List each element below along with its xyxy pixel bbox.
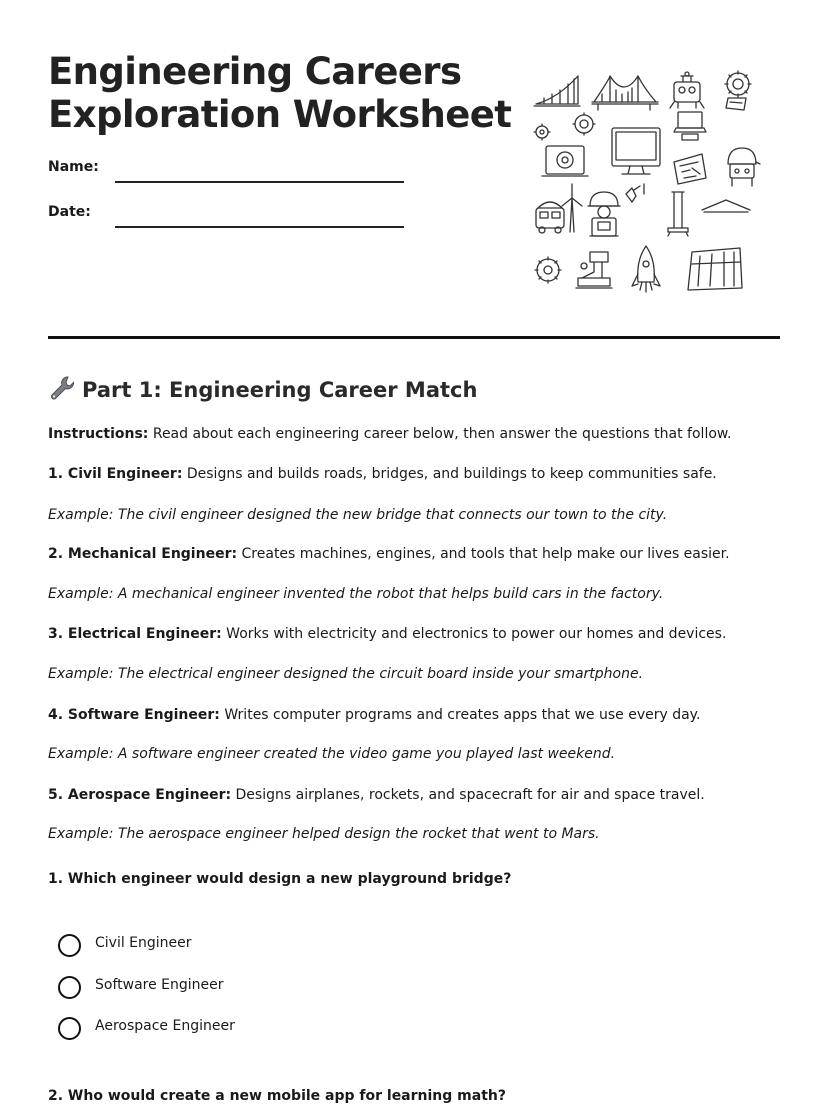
- name-field[interactable]: [48, 155, 408, 185]
- instructions-text: Read about each engineering career below, then answer the questions that follow.: [148, 426, 732, 442]
- career-label: 1. Civil Engineer:: [48, 466, 183, 482]
- career-description: Designs and builds roads, bridges, and buildings to keep communities safe.: [182, 466, 717, 482]
- radio-button[interactable]: [58, 934, 81, 957]
- cog-icon: [535, 257, 561, 283]
- answer-option[interactable]: [58, 1016, 358, 1042]
- question-1: 1. Which engineer would design a new playground bridge?: [48, 871, 512, 887]
- robot-icon: [670, 72, 704, 108]
- engineering-icons-illustration: [532, 68, 762, 296]
- dam-icon: [688, 248, 742, 290]
- answer-option[interactable]: [58, 933, 358, 959]
- instructions-label: Instructions:: [48, 426, 149, 442]
- drone-icon: [668, 192, 688, 236]
- career-description: Writes computer programs and creates apps that we use every day.: [219, 707, 701, 723]
- career-example: Example: A software engineer created the video game you played last weekend.: [48, 746, 616, 762]
- computer-monitor-icon: [612, 128, 660, 174]
- section-divider: [48, 336, 780, 339]
- career-example: Example: The civil engineer designed the new bridge that connects our town to the city.: [48, 507, 668, 523]
- name-input-line[interactable]: [115, 181, 404, 183]
- worksheet-title: [48, 50, 518, 136]
- date-input-line[interactable]: [115, 226, 404, 228]
- date-field[interactable]: [48, 200, 408, 230]
- part1-title-text: Part 1: Engineering Career Match: [82, 378, 478, 402]
- title-line-2: Exploration Worksheet: [48, 93, 512, 136]
- career-label: 3. Electrical Engineer:: [48, 626, 222, 642]
- career-example: Example: A mechanical engineer invented the robot that helps build cars in the factory.: [48, 586, 664, 602]
- career-item: [48, 464, 717, 484]
- blueprint-icon: [674, 154, 706, 184]
- career-example: Example: The aerospace engineer helped design the rocket that went to Mars.: [48, 826, 600, 842]
- date-label: Date:: [48, 204, 91, 220]
- gears-icon: [534, 113, 595, 176]
- career-item: [48, 624, 726, 644]
- career-item: [48, 544, 730, 564]
- crane-icon: [626, 184, 644, 202]
- instructions: [48, 424, 732, 444]
- worksheet-page: [48, 0, 780, 1118]
- career-example: Example: The electrical engineer designed the circuit board inside your smartphone.: [48, 666, 644, 682]
- helmet-robot-icon: [728, 148, 760, 186]
- title-line-1: Engineering Careers: [48, 50, 462, 93]
- wind-turbine-icon: [562, 184, 582, 232]
- bridge-icon: [534, 76, 580, 106]
- radio-button[interactable]: [58, 976, 81, 999]
- wrench-icon: [48, 374, 76, 402]
- answer-option[interactable]: [58, 975, 358, 1001]
- robotic-arm-icon: [576, 252, 612, 288]
- question-2: 2. Who would create a new mobile app for learning math?: [48, 1088, 506, 1104]
- career-description: Works with electricity and electronics to power our homes and devices.: [221, 626, 727, 642]
- radio-button[interactable]: [58, 1017, 81, 1040]
- career-label: 5. Aerospace Engineer:: [48, 787, 232, 803]
- career-item: [48, 785, 705, 805]
- name-label: Name:: [48, 159, 99, 175]
- career-description: Creates machines, engines, and tools that help make our lives easier.: [237, 546, 730, 562]
- part1-title: [48, 374, 477, 402]
- career-label: 4. Software Engineer:: [48, 707, 220, 723]
- engineer-icon: [588, 192, 620, 236]
- answer-option-label[interactable]: Aerospace Engineer: [95, 1018, 235, 1034]
- career-description: Designs airplanes, rockets, and spacecraft for air and space travel.: [231, 787, 705, 803]
- suspension-bridge-icon: [592, 76, 658, 110]
- career-label: 2. Mechanical Engineer:: [48, 546, 238, 562]
- dam-top-icon: [702, 200, 750, 212]
- career-item: [48, 705, 700, 725]
- laptop-icon: [674, 112, 706, 140]
- answer-option-label[interactable]: Software Engineer: [95, 977, 224, 993]
- answer-option-label[interactable]: Civil Engineer: [95, 935, 192, 951]
- vehicle-icon: [536, 202, 564, 233]
- rocket-icon: [632, 246, 660, 292]
- gear-icon: [725, 71, 751, 110]
